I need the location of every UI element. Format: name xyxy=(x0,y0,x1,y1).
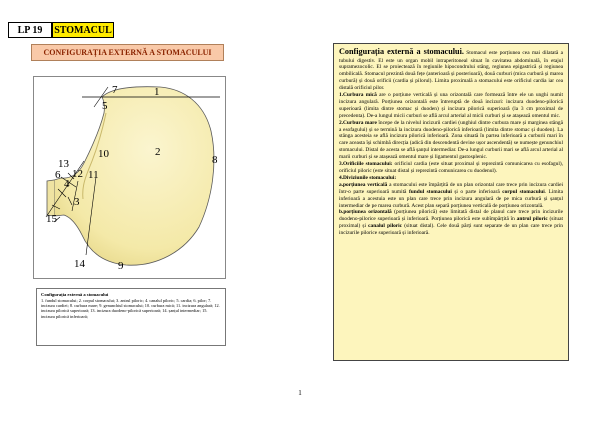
label-11: 11 xyxy=(88,169,99,181)
description-title: Configurația externă a stomacului. xyxy=(339,47,464,56)
label-8: 8 xyxy=(212,154,218,166)
page-number: 1 xyxy=(298,389,302,397)
label-2: 2 xyxy=(155,146,161,158)
topic-title: STOMACUL xyxy=(54,24,112,36)
label-10: 10 xyxy=(98,148,109,160)
stomach-figure xyxy=(33,76,226,279)
label-4: 4 xyxy=(64,178,70,190)
label-7: 7 xyxy=(112,84,118,96)
greater-curvature-paragraph: 2.Curbura mare începe de la nivelul incizurii cardiei (unghiul dintre curbura mare și marginea stângă a esofagului) și se termină la incizura duodeno-pilorică inferioară (limita dintre stomac și duoden). La stânga acesteia se află incizura pilorică inferioară. Zona situată în partea inferioară a curburii mari în care aceasta își schimbă direcția (adică din descendentă devine ușor ascendentă) se numește genunchiul stomacului. Distal de acesta se află șanțul intermediar. De-a lungul curburii mari se află arcul arterial al marii curburi și se atașează omentul mare și ligamentul gastosplenic. xyxy=(339,119,563,161)
vertical-portion-paragraph: a.porțiunea verticală a stomacului este împărțită de un plan orizontal care trece prin incizura cardiei într-o parte superioară numită fundul stomacului și o parte inferioară corpul stomacului. Limita inferioară a acestuia este un plan care trece prin incizura angulară de pe mica curbură și șanțul intermediar de pe marea curbură. Acest plan separă porțiunea verticală de porțiunea orizontală. xyxy=(339,181,563,209)
figure-legend xyxy=(36,288,226,346)
stomach-illustration xyxy=(34,77,225,278)
figure-section-title: CONFIGURAȚIA EXTERNĂ A STOMACULUI xyxy=(31,44,224,61)
legend-title: Configurația externă a stomacului xyxy=(41,292,109,297)
orifices-paragraph: 3.Orificiile stomacului: orificiul cardia (este situat proximal și reprezintă comunicarea cu esofagul), orificiul piloric (este situat distal și reprezintă comunicarea cu duodenul). xyxy=(339,161,563,174)
lp-number: LP 19 xyxy=(17,24,43,36)
label-15: 15 xyxy=(46,213,57,225)
label-9: 9 xyxy=(118,260,124,272)
label-3: 3 xyxy=(74,196,80,208)
divisions-heading: 4.Diviziunile stomacului: xyxy=(339,174,397,181)
label-5: 5 xyxy=(102,100,108,112)
description-box xyxy=(333,43,569,361)
label-12: 12 xyxy=(72,168,83,180)
label-1: 1 xyxy=(154,86,160,98)
label-14: 14 xyxy=(74,258,85,270)
horizontal-portion-paragraph: b.porțiunea orizontală (porțiunea pilorică) este limitată distal de planul care trece prin incizurile duodeno-pilorice superioară și inferioară. Porțiunea pilorică este subîmpărțită în antrul piloric (situat proximal) și canalul piloric (situat distal). Cele două părți sunt separate de un plan care trece prin incizurile pilorice superioară și inferioară. xyxy=(339,209,563,237)
intro-paragraph: Configurația externă a stomacului. Stomacul este porțiunea cea mai dilatată a tubului digestiv. El este un organ mobil intraperitoneal situat în cavitatea abdominală, în etajul supramezocolic. El se proiectează în regiunile hipocondrului stâng, regiunea epigastrică și regiunea ombilicală. Stomacul prezintă două fețe (anterioară și posterioară), două curburi (mica curbură și marea curbură) și două orificii (cardia și pilorul). Limita proximală a stomacului este orificiul cardia iar cea distală orificiul pilor. xyxy=(339,47,563,92)
label-13: 13 xyxy=(58,158,69,170)
topic-box xyxy=(52,22,114,38)
legend-text: 1. fundul stomacului; 2. corpul stomacului; 3. antrul piloric; 4. canalul piloric; 5. cardia; 6. pilor; 7. incizura cardiei; 8. curbura mare; 9. genunchiul stomacului; 10. curbura mică; 11. incizura angulară; 12. incizura pilorică superioară; 13. incizura duodeno-pilorică superioară; 14. șanțul intermediar; 15. incizura pilorică inferioară; xyxy=(41,297,220,319)
lesser-curvature-paragraph: 1.Curbura mică are o porțiune verticală și una orizontală care formează între ele un unghi numit incizura angulară. Porțiunea orizontală este întreruptă de două incizuri: incizura duodeno-pilorică superioară (limita dintre stomac și duoden) și incizura pilorică superioară (la 3 cm proximal de precedenta). De-a lungul micii curburi se află arcul arterial al micii curburi și se atașează omentul mic. xyxy=(339,92,563,119)
label-6: 6 xyxy=(55,169,61,181)
lp-number-box xyxy=(8,22,52,38)
